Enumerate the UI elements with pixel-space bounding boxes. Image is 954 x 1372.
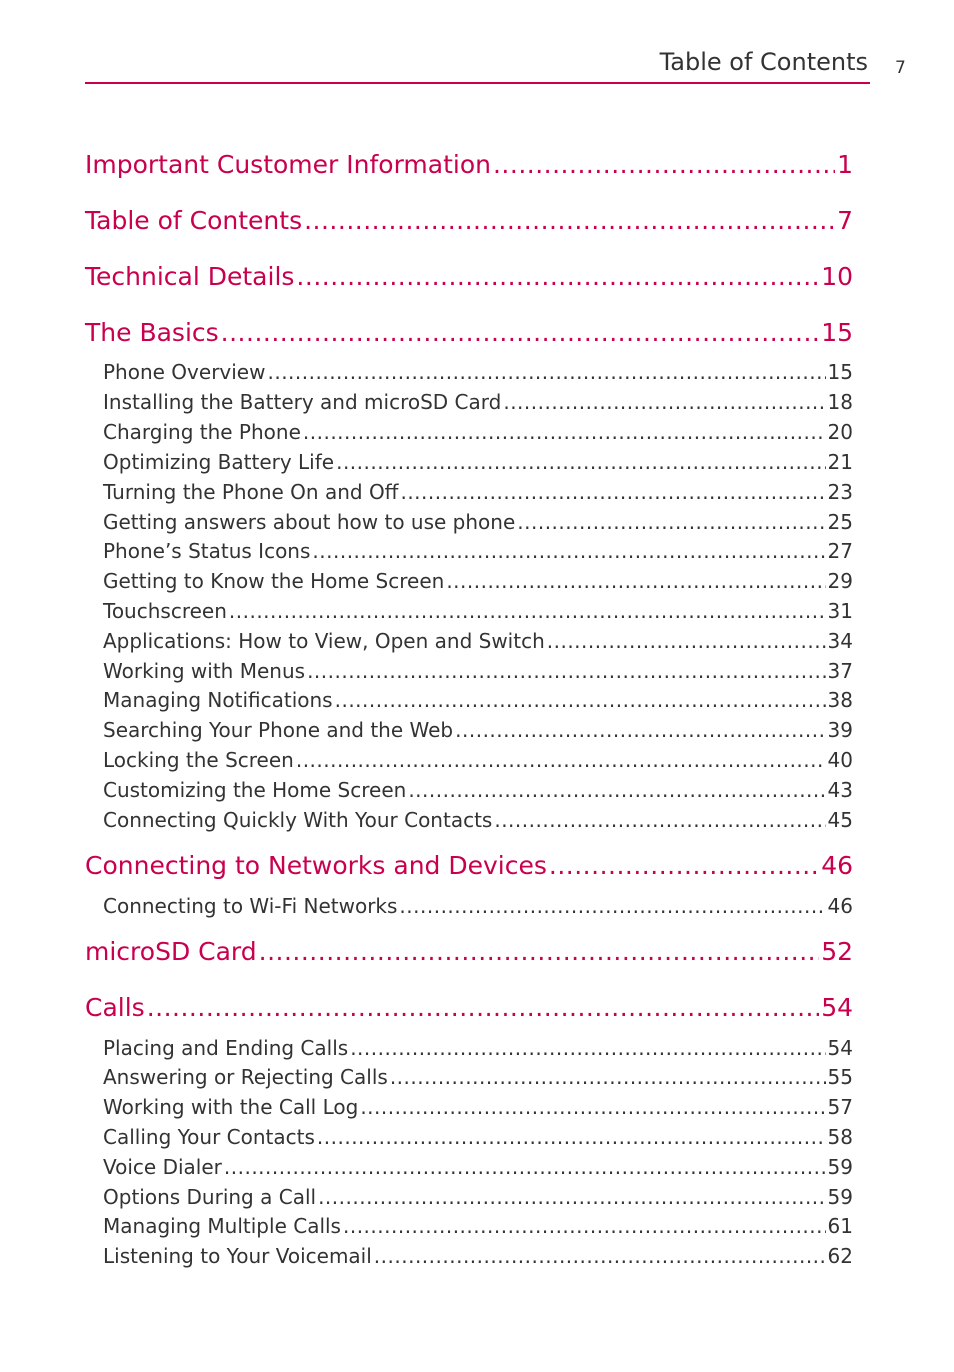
toc-entry-page: 15 (821, 318, 853, 347)
toc-section-entry[interactable] (85, 318, 853, 347)
toc-entry-page: 59 (827, 1185, 853, 1209)
dot-leader (296, 748, 826, 772)
toc-subsection-entry[interactable] (103, 480, 853, 504)
dot-leader (494, 808, 825, 832)
toc-entry-title: Placing and Ending Calls (103, 1036, 349, 1060)
dot-leader (229, 599, 826, 623)
dot-leader (350, 1036, 825, 1060)
toc-entry-page: 55 (827, 1065, 853, 1089)
toc-entry-title: Calling Your Contacts (103, 1125, 315, 1149)
toc-subsection-entry[interactable] (103, 748, 853, 772)
toc-entry-page: 46 (827, 894, 853, 918)
toc-subsection-entry[interactable] (103, 1095, 853, 1119)
toc-subsection-entry[interactable] (103, 718, 853, 742)
toc-entry-page: 59 (827, 1155, 853, 1179)
running-header (85, 46, 870, 84)
toc-entry-page: 21 (827, 450, 853, 474)
toc-entry-title: Working with the Call Log (103, 1095, 359, 1119)
toc-entry-title: Connecting to Networks and Devices (85, 851, 547, 880)
toc-entry-title: microSD Card (85, 937, 257, 966)
dot-leader (307, 659, 825, 683)
dot-leader (267, 360, 825, 384)
dot-leader (408, 778, 825, 802)
toc-entry-page: 62 (827, 1244, 853, 1268)
toc-entry-page: 27 (827, 539, 853, 563)
toc-entry-title: Phone’s Status Icons (103, 539, 311, 563)
toc-subsection-entry[interactable] (103, 808, 853, 832)
toc-entry-title: Options During a Call (103, 1185, 317, 1209)
dot-leader (296, 262, 819, 291)
toc-subsection-entry[interactable] (103, 599, 853, 623)
toc-entry-page: 43 (827, 778, 853, 802)
toc-subsection-entry[interactable] (103, 1244, 853, 1268)
toc-entry-page: 34 (827, 629, 853, 653)
toc-entry-page: 37 (827, 659, 853, 683)
toc-entry-page: 57 (827, 1095, 853, 1119)
toc-subsection-entry[interactable] (103, 539, 853, 563)
toc-entry-page: 40 (827, 748, 853, 772)
toc-entry-title: Getting answers about how to use phone (103, 510, 516, 534)
toc-entry-page: 1 (837, 150, 853, 179)
dot-leader (224, 1155, 826, 1179)
toc-entry-title: Listening to Your Voicemail (103, 1244, 372, 1268)
toc-entry-title: Connecting to Wi-Fi Networks (103, 894, 398, 918)
toc-section-entry[interactable] (85, 150, 853, 179)
toc-entry-title: Technical Details (85, 262, 295, 291)
dot-leader (360, 1095, 825, 1119)
toc-entry-title: Calls (85, 993, 145, 1022)
toc-subsection-entry[interactable] (103, 1036, 853, 1060)
dot-leader (503, 390, 825, 414)
toc-entry-title: Managing Multiple Calls (103, 1214, 341, 1238)
dot-leader (400, 480, 825, 504)
dot-leader (259, 937, 820, 966)
dot-leader (374, 1244, 826, 1268)
toc-entry-page: 46 (821, 851, 853, 880)
toc-entry-page: 45 (827, 808, 853, 832)
toc-subsection-entry[interactable] (103, 390, 853, 414)
toc-section-entry[interactable] (85, 262, 853, 291)
toc-entry-page: 39 (827, 718, 853, 742)
toc-entry-page: 10 (821, 262, 853, 291)
toc-entry-title: Searching Your Phone and the Web (103, 718, 454, 742)
toc-subsection-entry[interactable] (103, 1214, 853, 1238)
toc-entry-title: Optimizing Battery Life (103, 450, 335, 474)
toc-entry-page: 38 (827, 688, 853, 712)
toc-subsection-entry[interactable] (103, 894, 853, 918)
dot-leader (547, 629, 826, 653)
toc-entry-page: 23 (827, 480, 853, 504)
toc-subsection-entry[interactable] (103, 778, 853, 802)
toc-entry-page: 15 (827, 360, 853, 384)
toc-entry-title: The Basics (85, 318, 219, 347)
dot-leader (455, 718, 825, 742)
toc-entry-title: Answering or Rejecting Calls (103, 1065, 388, 1089)
toc-entry-page: 20 (827, 420, 853, 444)
dot-leader (303, 420, 826, 444)
dot-leader (446, 569, 825, 593)
toc-entry-page: 61 (827, 1214, 853, 1238)
toc-entry-title: Locking the Screen (103, 748, 294, 772)
dot-leader (343, 1214, 826, 1238)
toc-subsection-entry[interactable] (103, 420, 853, 444)
page-number: 7 (895, 58, 906, 78)
toc-subsection-entry[interactable] (103, 1065, 853, 1089)
toc-entry-title: Turning the Phone On and Off (103, 480, 399, 504)
dot-leader (493, 150, 835, 179)
toc-entry-page: 54 (827, 1036, 853, 1060)
dot-leader (147, 993, 819, 1022)
toc-subsection-entry[interactable] (103, 1155, 853, 1179)
toc-subsection-entry[interactable] (103, 1125, 853, 1149)
dot-leader (399, 894, 825, 918)
toc-entry-title: Managing Notifications (103, 688, 333, 712)
toc-entry-title: Table of Contents (85, 206, 303, 235)
toc-entry-title: Working with Menus (103, 659, 306, 683)
dot-leader (221, 318, 820, 347)
toc-subsection-entry[interactable] (103, 629, 853, 653)
toc-subsection-entry[interactable] (103, 360, 853, 384)
toc-subsection-entry[interactable] (103, 450, 853, 474)
toc-entry-page: 52 (821, 937, 853, 966)
dot-leader (517, 510, 825, 534)
dot-leader (312, 539, 825, 563)
header-title: Table of Contents (659, 48, 868, 76)
dot-leader (317, 1125, 826, 1149)
toc-subsection-entry[interactable] (103, 1185, 853, 1209)
toc-entry-title: Voice Dialer (103, 1155, 222, 1179)
toc-subsection-entry[interactable] (103, 569, 853, 593)
toc-entry-page: 18 (827, 390, 853, 414)
toc-entry-title: Installing the Battery and microSD Card (103, 390, 502, 414)
toc-entry-title: Phone Overview (103, 360, 266, 384)
toc-entry-title: Applications: How to View, Open and Switch (103, 629, 545, 653)
toc-subsection-entry[interactable] (103, 510, 853, 534)
toc-entry-title: Connecting Quickly With Your Contacts (103, 808, 493, 832)
toc-entry-page: 54 (821, 993, 853, 1022)
toc-section-entry[interactable] (85, 937, 853, 966)
toc-entry-page: 25 (827, 510, 853, 534)
toc-entry-title: Charging the Phone (103, 420, 301, 444)
dot-leader (335, 688, 826, 712)
toc-subsection-entry[interactable] (103, 688, 853, 712)
toc-entry-page: 29 (827, 569, 853, 593)
toc-entry-title: Touchscreen (103, 599, 227, 623)
toc-section-entry[interactable] (85, 206, 853, 235)
toc-subsection-entry[interactable] (103, 659, 853, 683)
toc-section-entry[interactable] (85, 993, 853, 1022)
toc-section-entry[interactable] (85, 851, 853, 880)
toc-entry-page: 31 (827, 599, 853, 623)
toc-entry-page: 58 (827, 1125, 853, 1149)
dot-leader (336, 450, 825, 474)
toc-entry-title: Customizing the Home Screen (103, 778, 407, 802)
toc-entry-page: 7 (837, 206, 853, 235)
toc-entry-title: Important Customer Information (85, 150, 491, 179)
dot-leader (390, 1065, 826, 1089)
dot-leader (318, 1185, 825, 1209)
dot-leader (304, 206, 835, 235)
dot-leader (549, 851, 819, 880)
toc-entry-title: Getting to Know the Home Screen (103, 569, 445, 593)
